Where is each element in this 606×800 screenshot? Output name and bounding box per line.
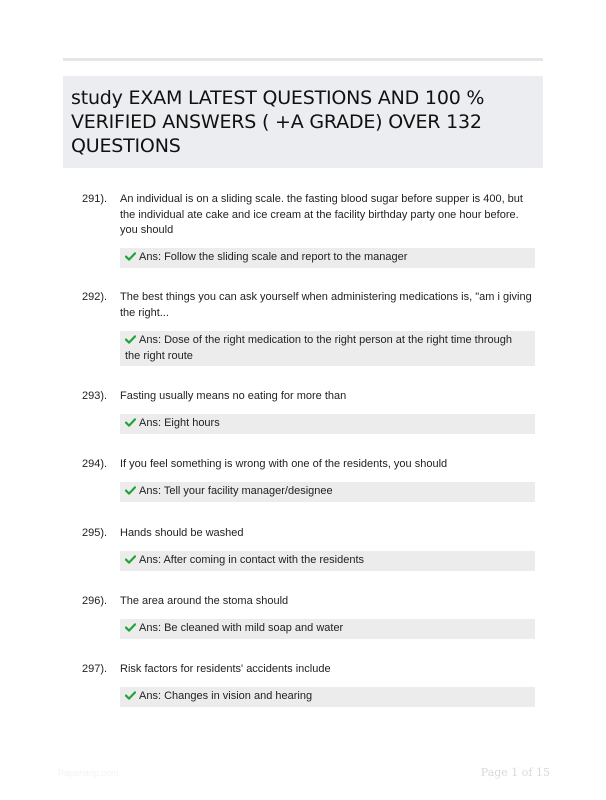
question-text: If you feel something is wrong with one of the residents, you should	[120, 458, 448, 470]
check-icon	[125, 335, 136, 344]
title-banner	[63, 76, 543, 168]
answer-text: Ans: Tell your facility manager/designee	[139, 485, 333, 497]
question-text: The area around the stoma should	[120, 595, 289, 607]
question-text: An individual is on a sliding scale. the fasting blood sugar before supper is 400, but the individual ate cake and ice cream at the facility birthday party one hour before. you should	[120, 193, 523, 236]
answer-text: Ans: After coming in contact with the residents	[139, 554, 365, 566]
question-text: The best things you can ask yourself when administering medications is, "am i giving the right...	[120, 291, 532, 319]
question-number: 297).	[82, 663, 108, 675]
answer-box	[120, 331, 535, 366]
question-number: 294).	[82, 458, 108, 470]
document-title: study EXAM LATEST QUESTIONS AND 100 % VERIFIED ANSWERS ( +A GRADE) OVER 132 QUESTIONS	[71, 87, 485, 157]
check-icon	[125, 418, 136, 427]
question-number: 295).	[82, 527, 108, 539]
check-icon	[125, 691, 136, 700]
answer-text: Ans: Dose of the right medication to the right person at the right time through the right route	[125, 334, 512, 362]
footer-watermark: Paperstrip.com	[58, 768, 119, 778]
question-number: 296).	[82, 595, 108, 607]
answer-text: Ans: Changes in vision and hearing	[139, 690, 313, 702]
check-icon	[125, 555, 136, 564]
answer-text: Ans: Follow the sliding scale and report to the manager	[139, 251, 408, 263]
answer-box	[120, 687, 535, 707]
question-text: Risk factors for residents' accidents include	[120, 663, 331, 675]
answer-text: Ans: Eight hours	[139, 417, 220, 429]
answer-box	[120, 551, 535, 571]
question-text: Fasting usually means no eating for more than	[120, 390, 347, 402]
page-number: Page 1 of 15	[480, 766, 550, 779]
check-icon	[125, 623, 136, 632]
question-text: Hands should be washed	[120, 527, 244, 539]
answer-text: Ans: Be cleaned with mild soap and water	[139, 622, 344, 634]
answer-box	[120, 248, 535, 268]
check-icon	[125, 486, 136, 495]
question-number: 291).	[82, 193, 108, 205]
answer-box	[120, 414, 535, 434]
question-number: 292).	[82, 291, 108, 303]
answer-box	[120, 619, 535, 639]
top-divider	[63, 58, 543, 61]
answer-box	[120, 482, 535, 502]
question-number: 293).	[82, 390, 108, 402]
check-icon	[125, 252, 136, 261]
